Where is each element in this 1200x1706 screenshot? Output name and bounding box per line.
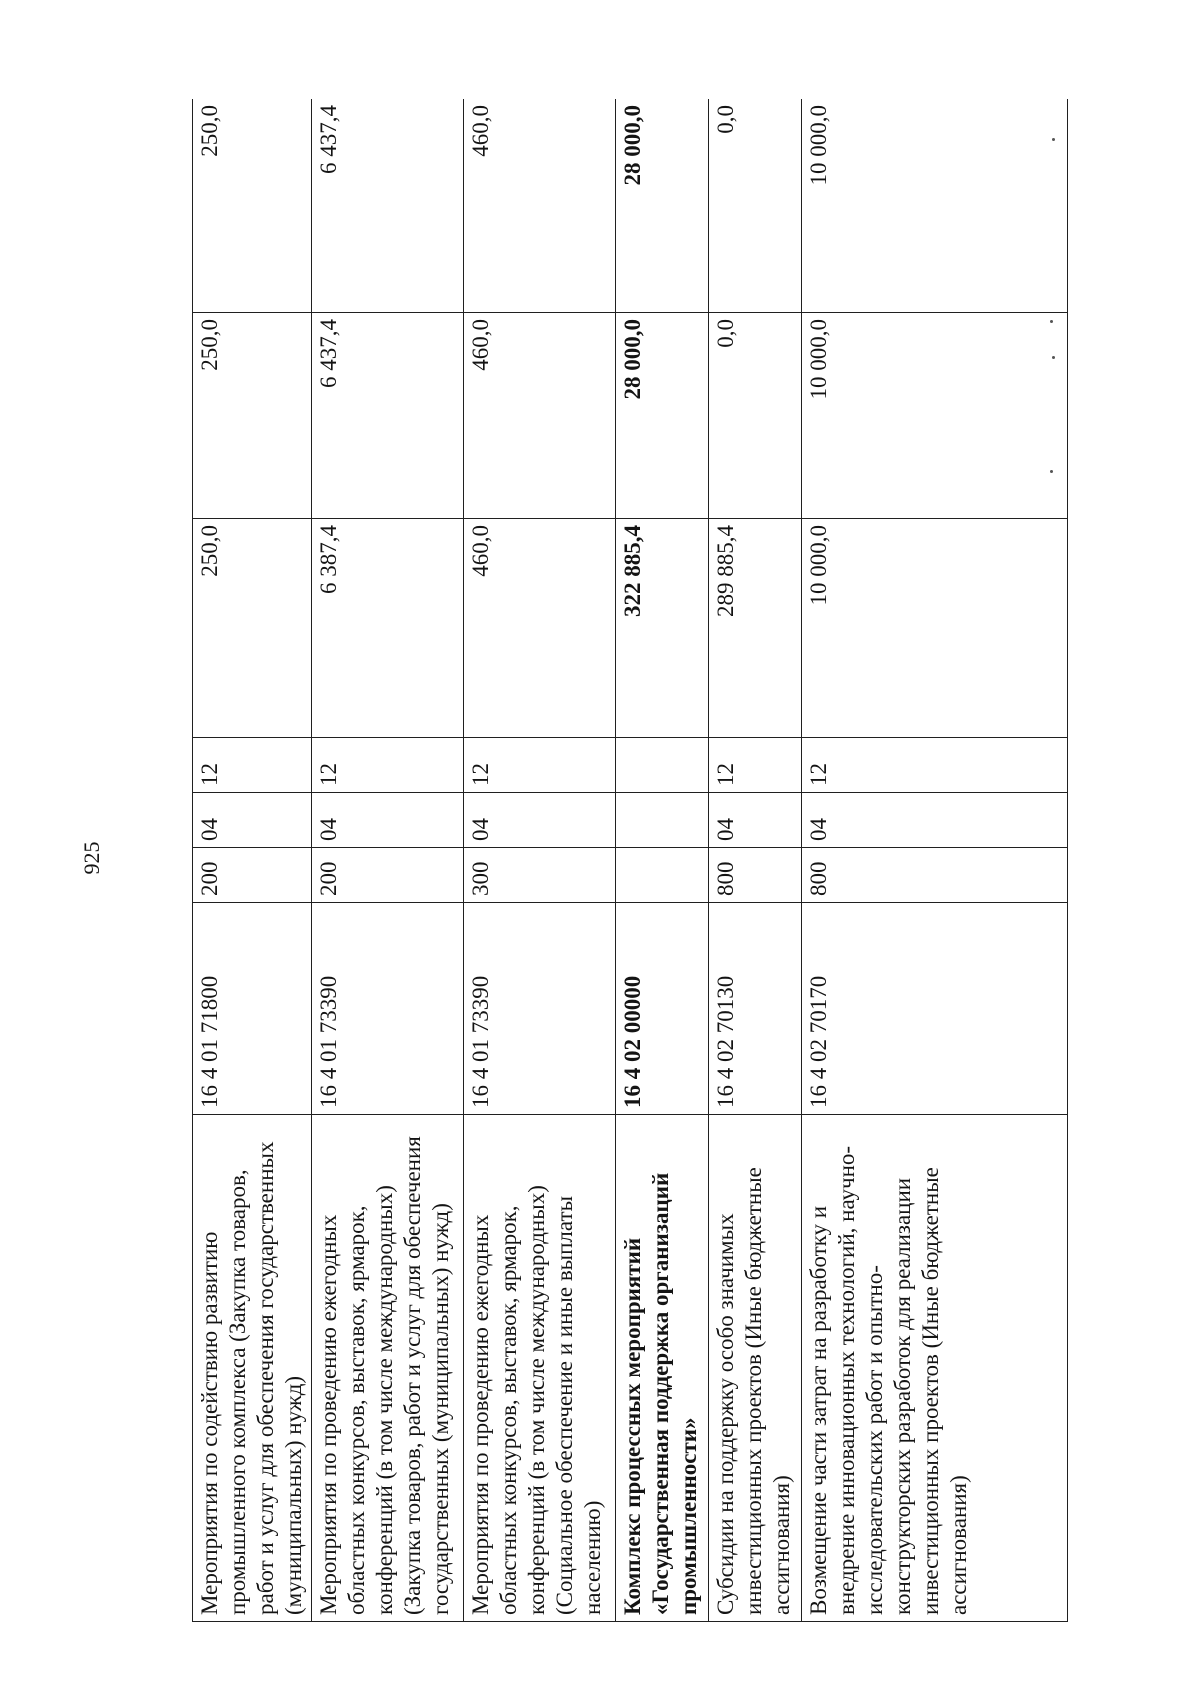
amount-3: 10 000,0 <box>802 99 1068 313</box>
table-row <box>464 99 616 1622</box>
expense-type-code: 200 <box>193 848 312 903</box>
target-article-code: 16 4 01 73390 <box>312 903 464 1115</box>
subsection-code: 12 <box>802 738 1068 793</box>
amount-3: 250,0 <box>193 99 312 313</box>
target-article-code: 16 4 02 70130 <box>709 903 802 1115</box>
section-code: 04 <box>709 793 802 848</box>
section-code: 04 <box>193 793 312 848</box>
subsection-code <box>616 738 709 793</box>
row-name: Комплекс процессных мероприятий «Государственная поддержка организаций промышленности» <box>616 1115 709 1622</box>
amount-2: 10 000,0 <box>802 313 1068 519</box>
section-code: 04 <box>464 793 616 848</box>
amount-2: 460,0 <box>464 313 616 519</box>
row-name: Возмещение части затрат на разработку и внедрение инновационных технологий, научно-исследовательских работ и опытно-конструкторских разработок для реализации инвестиционных проектов (Иные бюджетные ассигнования) <box>802 1115 1068 1622</box>
expense-type-code: 200 <box>312 848 464 903</box>
expense-type-code: 800 <box>709 848 802 903</box>
amount-2: 28 000,0 <box>616 313 709 519</box>
section-code: 04 <box>312 793 464 848</box>
section-code: 04 <box>802 793 1068 848</box>
expense-type-code: 800 <box>802 848 1068 903</box>
amount-1: 322 885,4 <box>616 519 709 738</box>
amount-3: 6 437,4 <box>312 99 464 313</box>
table-row <box>312 99 464 1622</box>
subsection-code: 12 <box>193 738 312 793</box>
expense-type-code <box>616 848 709 903</box>
target-article-code: 16 4 02 70170 <box>802 903 1068 1115</box>
page-number: 925 <box>79 841 104 875</box>
target-article-code: 16 4 01 73390 <box>464 903 616 1115</box>
subsection-code: 12 <box>312 738 464 793</box>
table-row-subtotal <box>616 99 709 1622</box>
amount-1: 10 000,0 <box>802 519 1068 738</box>
subsection-code: 12 <box>464 738 616 793</box>
amount-3: 460,0 <box>464 99 616 313</box>
subsection-code: 12 <box>709 738 802 793</box>
section-code <box>616 793 709 848</box>
amount-2: 250,0 <box>193 313 312 519</box>
table-row <box>802 99 1068 1622</box>
amount-3: 28 000,0 <box>616 99 709 313</box>
amount-3: 0,0 <box>709 99 802 313</box>
table-row <box>709 99 802 1622</box>
target-article-code: 16 4 01 71800 <box>193 903 312 1115</box>
amount-2: 6 437,4 <box>312 313 464 519</box>
row-name: Субсидии на поддержку особо значимых инвестиционных проектов (Иные бюджетные ассигнования) <box>709 1115 802 1622</box>
budget-table <box>192 99 1068 1622</box>
row-name: Мероприятия по содействию развитию промышленного комплекса (Закупка товаров, работ и услуг для обеспечения государственных (муниципальных) нужд) <box>193 1115 312 1622</box>
amount-1: 250,0 <box>193 519 312 738</box>
row-name: Мероприятия по проведению ежегодных областных конкурсов, выставок, ярмарок, конференций (в том числе международных) (Закупка товаров, работ и услуг для обеспечения государственных (муниципальных) нужд) <box>312 1115 464 1622</box>
table-row <box>193 99 312 1622</box>
amount-1: 289 885,4 <box>709 519 802 738</box>
row-name: Мероприятия по проведению ежегодных областных конкурсов, выставок, ярмарок, конференций (в том числе международных) (Социальное обеспечение и иные выплаты населению) <box>464 1115 616 1622</box>
amount-2: 0,0 <box>709 313 802 519</box>
budget-table-frame <box>192 99 1068 1622</box>
expense-type-code: 300 <box>464 848 616 903</box>
amount-1: 460,0 <box>464 519 616 738</box>
target-article-code: 16 4 02 00000 <box>616 903 709 1115</box>
amount-1: 6 387,4 <box>312 519 464 738</box>
